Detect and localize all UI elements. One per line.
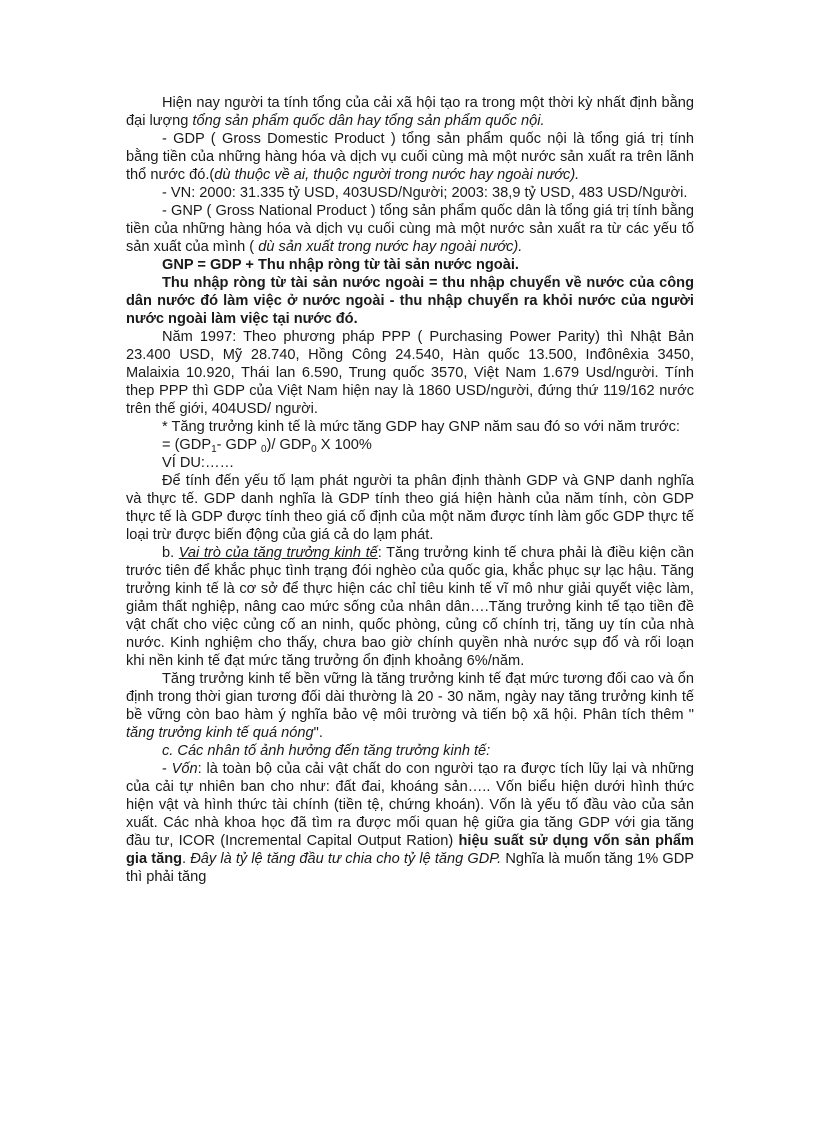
paragraph-role-of-growth: b. Vai trò của tăng trưởng kinh tế: Tăng trưởng kinh tế chưa phải là điều kiện cần trước tiên để khắc phục tình trạng đói nghèo của quốc gia, khắc phục sự lạc hậu. Tăng trưởng kinh tế là cơ sở để thực hiện các chỉ tiêu kinh tế vĩ mô như giải quyết việc làm, giảm thất nghiệp, nâng cao mức sống của nhân dân….Tăng trưởng kinh tế tạo tiền đề vật chất cho việc củng cố an ninh, quốc phòng, củng cố chính trị, tăng uy tín của nhà nước. Kinh nghiệm cho thấy, chưa bao giờ chính quyền nhà nước sụp đổ và rối loạn khi nền kinh tế đạt mức tăng trưởng ổn định khoảng 6%/năm. [126, 545, 694, 669]
paragraph-intro: Hiện nay người ta tính tổng của cải xã hội tạo ra trong một thời kỳ nhất định bằng đại lượng tổng sản phẩm quốc dân hay tổng sản phẩm quốc nội. [126, 95, 694, 129]
paragraph-sustainable-growth: Tăng trưởng kinh tế bền vững là tăng trưởng kinh tế đạt mức tương đối cao và ổn định trong thời gian tương đối dài thường là 20 - 30 năm, ngày nay tăng trưởng kinh tế bề vững còn bao hàm ý nghĩa bảo vệ môi trường và tiến bộ xã hội. Phân tích thêm " tăng trưởng kinh tế quá nóng". [126, 671, 694, 741]
paragraph-capital: - Vốn: là toàn bộ của cải vật chất do con người tạo ra được tích lũy lại và những của cải tự nhiên ban cho như: đất đai, khoáng sản….. Vốn biểu hiện dưới hình thức hiện vật và hình thức tài chính (tiền tệ, chứng khoán). Vốn là yếu tố đầu vào của sản xuất. Các nhà khoa học đã tìm ra được mối quan hệ giữa gia tăng GDP với gia tăng đầu tư, ICOR (Incremental Capital Output Ration) hiệu suất sử dụng vốn sản phẩm gia tăng. Đây là tỷ lệ tăng đầu tư chia cho tỷ lệ tăng GDP. Nghĩa là muốn tăng 1% GDP thì phải tăng [126, 761, 695, 885]
paragraph-vn-figures: - VN: 2000: 31.335 tỷ USD, 403USD/Người; 2003: 38,9 tỷ USD, 483 USD/Người. [162, 185, 688, 201]
paragraph-gnp-definition: - GNP ( Gross National Product ) tổng sản phẩm quốc dân là tổng giá trị tính bằng tiền của những hàng hóa và dịch vụ cuối cùng mà một nước sản xuất ra từ các yếu tố sản xuất của mình ( dù sản xuất trong nước hay ngoài nước). [126, 203, 694, 255]
gnp-formula: GNP = GDP + Thu nhập ròng từ tài sản nước ngoài. [162, 257, 519, 273]
net-income-definition: Thu nhập ròng từ tài sản nước ngoài = thu nhập chuyển về nước của công dân nước đó làm việc ở nước ngoài - thu nhập chuyển ra khỏi nước của người nước ngoài làm việc tại nước đó. [126, 275, 694, 327]
paragraph-ppp-1997: Năm 1997: Theo phương pháp PPP ( Purchasing Power Parity) thì Nhật Bản 23.400 USD, Mỹ 28.740, Hồng Công 24.540, Hàn quốc 13.500, Inđônêxia 3450, Malaixia 10.920, Thái lan 6.590, Trung quốc 3570, Việt Nam 1.679 Usd/người. Tính thep PPP thì GDP của Việt Nam hiện nay là 1860 USD/người, đứng thứ 119/162 nước trên thế giới, 404USD/ người. [126, 329, 694, 417]
section-heading-factors: c. Các nhân tố ảnh hưởng đến tăng trưởng kinh tế: [162, 743, 491, 759]
example-label: VÍ DU:…… [162, 455, 235, 471]
paragraph-nominal-real: Để tính đến yếu tố lạm phát người ta phân định thành GDP và GNP danh nghĩa và thực tế. GDP danh nghĩa là GDP tính theo giá hiện hành của năm tính, còn GDP thực tế là GDP được tính theo giá cố định của một năm được tính làm gốc GDP thực tế loại trừ được biến động của giá cả do lạm phát. [126, 473, 694, 543]
paragraph-gdp-definition: - GDP ( Gross Domestic Product ) tổng sản phẩm quốc nội là tổng giá trị tính bằng tiền của những hàng hóa và dịch vụ cuối cùng mà một nước sản xuất ra trên lãnh thổ nước đó.(dù thuộc về ai, thuộc người trong nước hay ngoài nước). [126, 131, 694, 183]
paragraph-growth-definition: * Tăng trưởng kinh tế là mức tăng GDP hay GNP năm sau đó so với năm trước: [162, 419, 680, 435]
growth-formula: = ($GDP_1-$ GDP $_0$)/ $GDP_0$ X 100% [162, 437, 372, 455]
document-page [126, 94, 694, 886]
